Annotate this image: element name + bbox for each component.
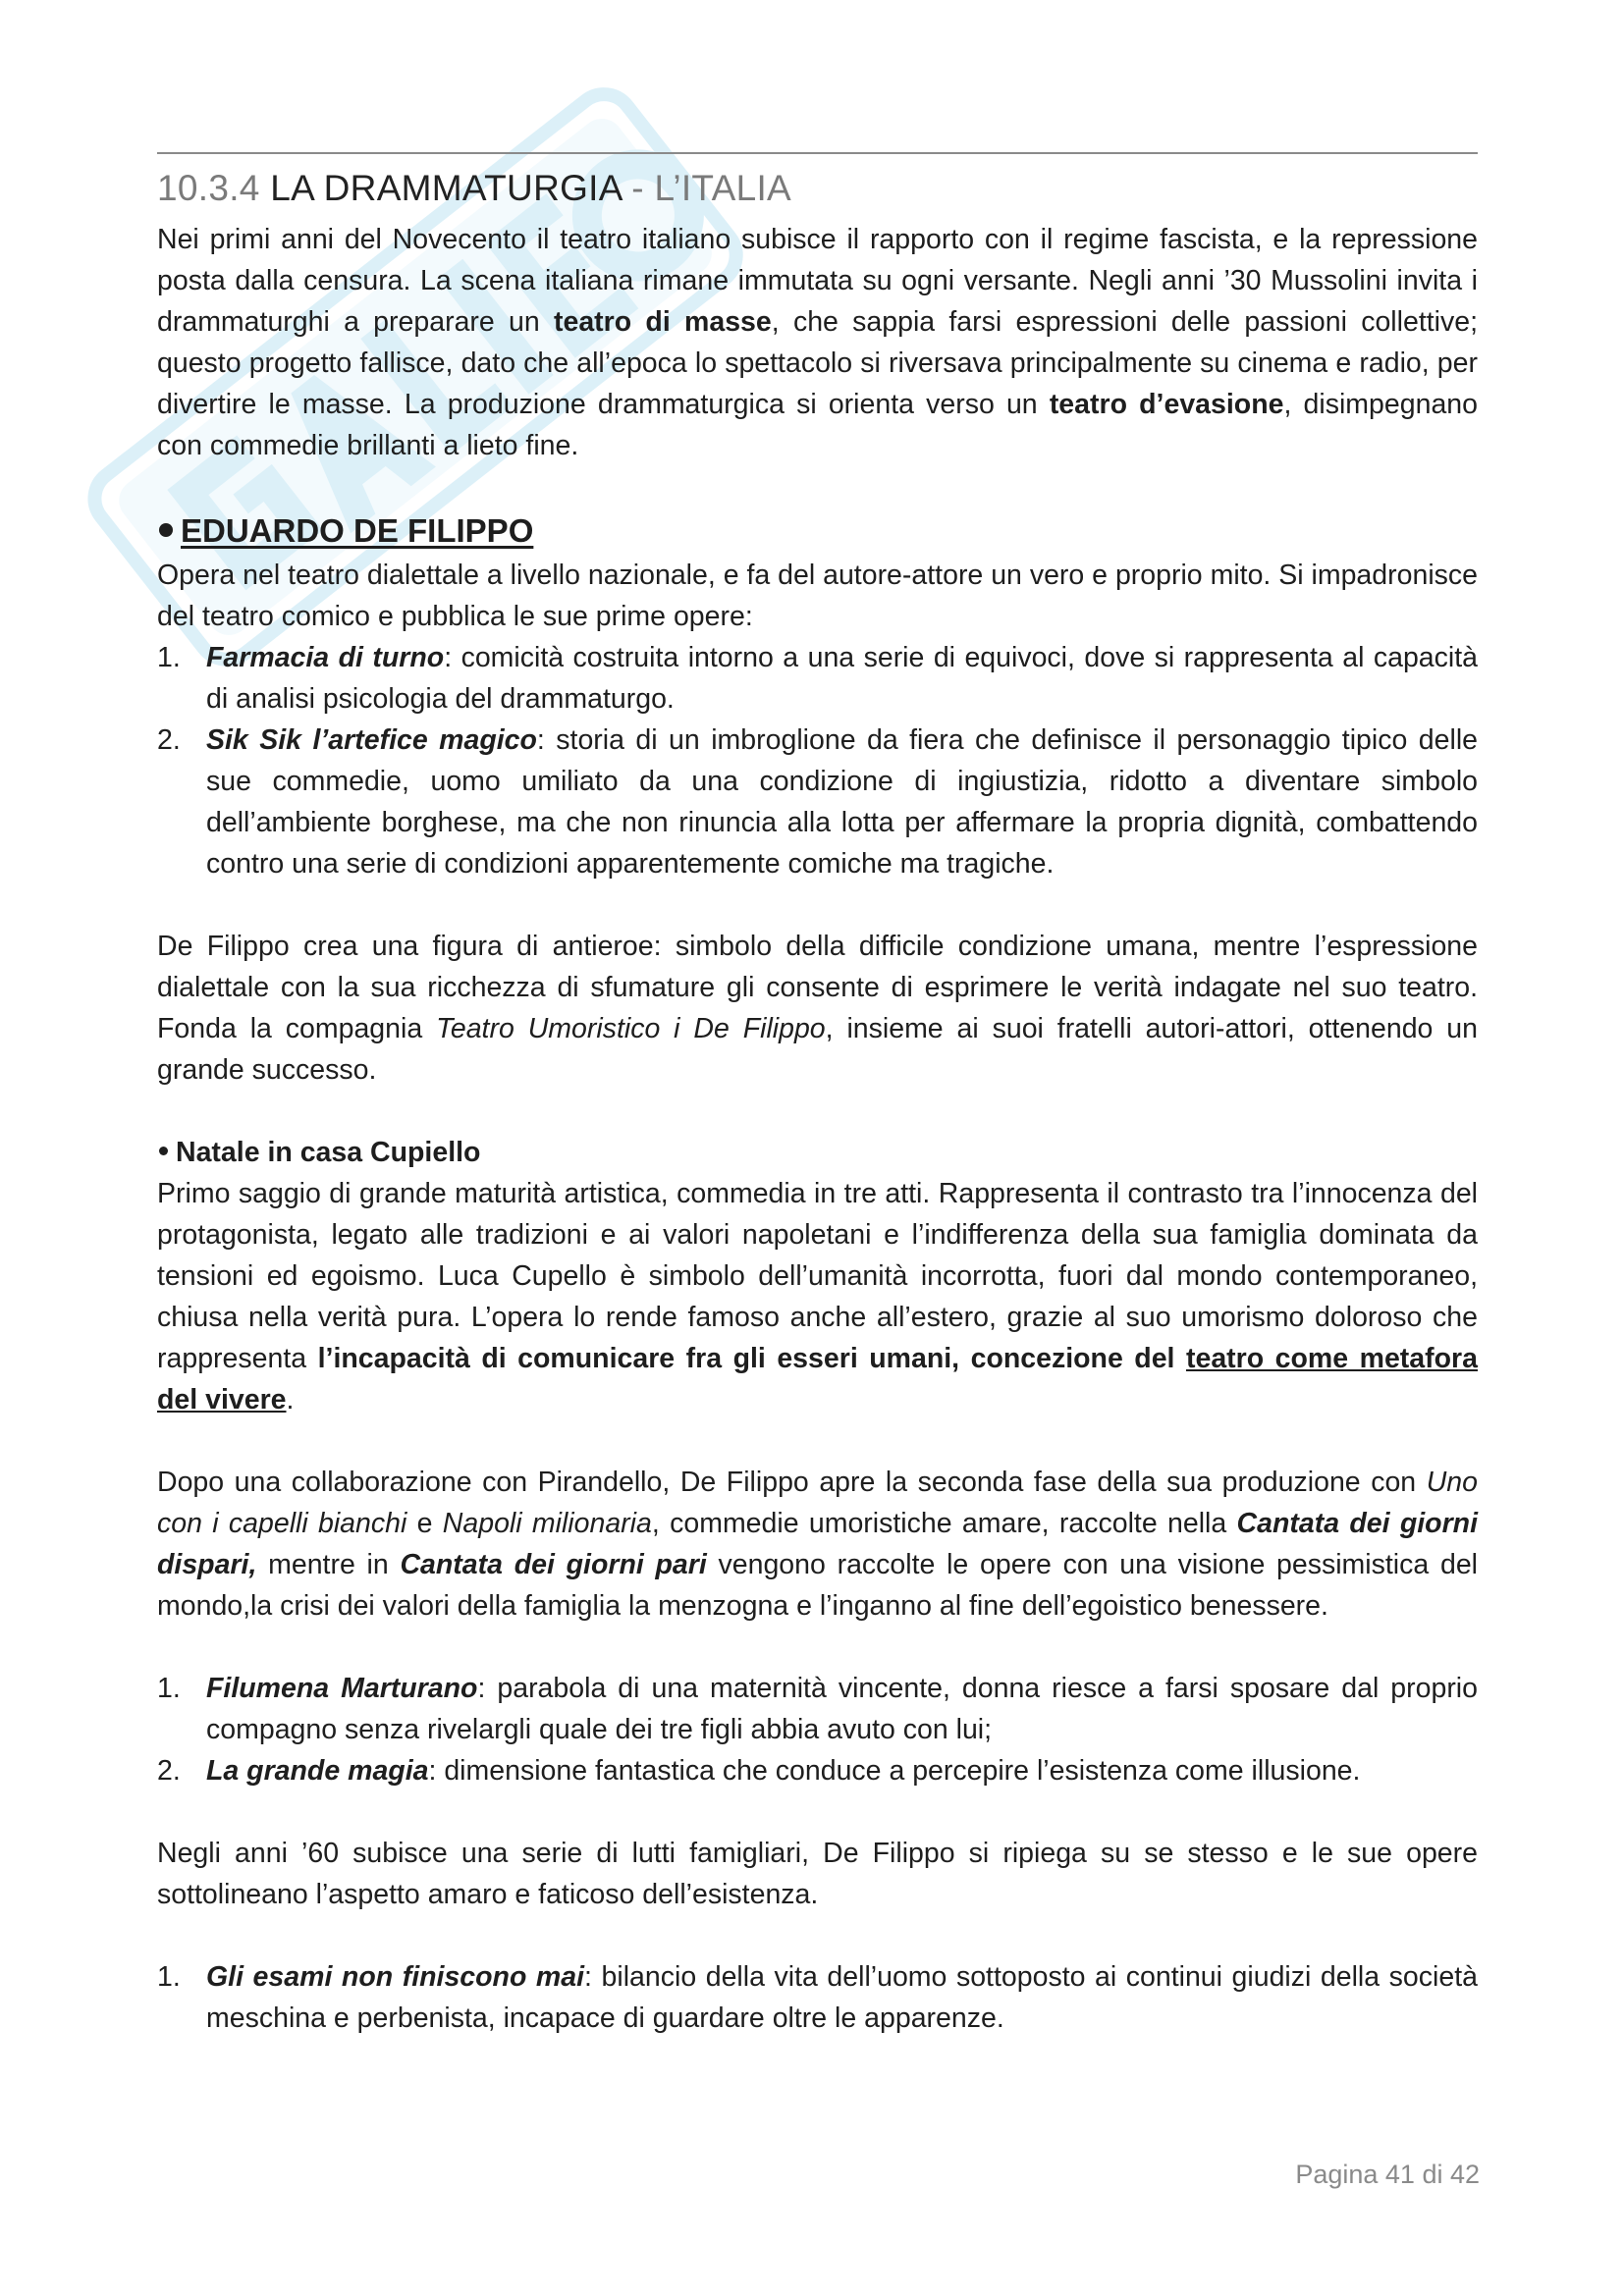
page-number: Pagina 41 di 42 (1295, 2160, 1480, 2189)
second-phase-text-5: vengono raccolte le opere con una visione pessimistica del mondo,la crisi dei valori della famiglia la menzogna e l’inganno al fine dell’egoistico benessere. (157, 1549, 1478, 1622)
work-description: : comicità costruita intorno a una serie di equivoci, dove si rappresenta al capacità di analisi psicologia del drammaturgo. (206, 642, 1478, 715)
work-title: Gli esami non finiscono mai (206, 1961, 585, 1993)
intro-text-1: Nei primi anni del Novecento il teatro italiano subisce il rapporto con il regime fascista, e la repressione posta dalla censura. La scena italiana rimane immutata su ogni versante. Negli anni ’30 Mussolini invita i drammaturghi a preparare un (157, 224, 1478, 338)
work-title: Filumena Marturano (206, 1673, 478, 1704)
work-title-uno-con-i-capelli-bianchi: Uno con i capelli bianchi (157, 1467, 1478, 1539)
work-description: : bilancio della vita dell’uomo sottoposto ai continui giudizi della società meschina e perbenista, incapace di guardare oltre le apparenze. (206, 1961, 1478, 2034)
list-item (157, 1750, 1478, 1791)
work-title: Sik Sik l’artefice magico (206, 724, 537, 756)
bullet-icon (159, 523, 173, 537)
author-name: EDUARDO DE FILIPPO (181, 512, 534, 549)
intro-bold-teatro-evasione: teatro d’evasione (1049, 389, 1284, 420)
natale-bold-1: l’incapacità di comunicare fra gli esseri umani, concezione del (317, 1343, 1186, 1374)
natale-heading (157, 1132, 1478, 1173)
work-description: : parabola di una maternità vincente, donna riesce a farsi sposare dal proprio compagno senza rivelargli quale dei tre figli abbia avuto con lui; (206, 1673, 1478, 1745)
early-works-list (157, 637, 1478, 884)
natale-paragraph (157, 1173, 1478, 1420)
list-item (157, 637, 1478, 720)
antieroe-paragraph (157, 926, 1478, 1091)
author-intro: Opera nel teatro dialettale a livello nazionale, e fa del autore-attore un vero e proprio mito. Si impadronisce del teatro comico e pubblica le sue prime opere: (157, 560, 1479, 632)
intro-text-2: , che sappia farsi espressioni delle passioni collettive; questo progetto fallisce, dato che all’epoca lo spettacolo si riversava principalmente su cinema e radio, per divertire le masse. La produzione drammaturgica si orienta verso un (157, 306, 1479, 420)
list-number: 2. (157, 724, 181, 756)
list-number: 1. (157, 642, 181, 673)
natale-bold-underlined: teatro come metafora del vivere (157, 1343, 1478, 1415)
list-item (157, 1956, 1478, 2039)
section-number: 10.3.4 (157, 168, 260, 208)
work-title: La grande magia (206, 1755, 429, 1787)
work-title-napoli-milionaria: Napoli milionaria (442, 1508, 652, 1539)
work-description: : storia di un imbroglione da fiera che definisce il personaggio tipico delle sue commedie, uomo umiliato da una condizione di ingiustizia, ridotto a diventare simbolo dell’ambiente borghese, ma che non rinuncia alla lotta per affermare la propria dignità, combattendo contro una serie di condizioni apparentemente comiche ma tragiche. (206, 724, 1478, 880)
company-name: Teatro Umoristico i De Filippo (436, 1013, 826, 1044)
section-title: LA DRAMMATURGIA (270, 168, 622, 208)
header-rule (157, 152, 1478, 154)
natale-text-1: Primo saggio di grande maturità artistica, commedia in tre atti. Rappresenta il contrasto tra l’innocenza del protagonista, legato alle tradizioni e ai valori napoletani e l’indifferenza della sua famiglia dominata da tensioni ed egoismo. Luca Cupello è simbolo dell’umanità incorrotta, fuori dal mondo contemporaneo, chiusa nella verità pura. L’opera lo rende famoso anche all’estero, grazie al suo umorismo doloroso che rappresenta (157, 1178, 1478, 1374)
list-item (157, 720, 1478, 884)
second-phase-paragraph (157, 1462, 1478, 1627)
intro-paragraph (157, 219, 1478, 466)
list-number: 2. (157, 1755, 181, 1787)
page-content (157, 152, 1478, 2039)
list-item (157, 1668, 1478, 1750)
natale-text-2: . (286, 1384, 295, 1415)
author-heading (157, 509, 1478, 553)
section-subtitle: - L’ITALIA (631, 168, 792, 208)
middle-works-list (157, 1668, 1478, 1791)
natale-title: Natale in casa Cupiello (176, 1137, 481, 1168)
collection-giorni-dispari: Cantata dei giorni dispari, (157, 1508, 1478, 1580)
second-phase-text-1: Dopo una collaborazione con Pirandello, De Filippo apre la seconda fase della sua produzione con (157, 1467, 1427, 1498)
second-phase-text-2: e (406, 1508, 443, 1539)
work-description: : dimensione fantastica che conduce a percepire l’esistenza come illusione. (428, 1755, 1361, 1787)
antieroe-text-1: De Filippo crea una figura di antieroe: simbolo della difficile condizione umana, mentre l’espressione dialettale con la sua ricchezza di sfumature gli consente di esprimere le verità indagate nel suo teatro. Fonda la compagnia (157, 931, 1478, 1044)
intro-bold-teatro-di-masse: teatro di masse (553, 306, 772, 338)
list-number: 1. (157, 1961, 181, 1993)
sixties-paragraph: Negli anni ’60 subisce una serie di lutti famigliari, De Filippo si ripiega su se stesso e le sue opere sottolineano l’aspetto amaro e faticoso dell’esistenza. (157, 1838, 1478, 1910)
intro-text-3: , disimpegnano con commedie brillanti a lieto fine. (157, 389, 1478, 461)
late-works-list (157, 1956, 1478, 2039)
second-phase-text-3: , commedie umoristiche amare, raccolte nella (651, 1508, 1237, 1539)
collection-giorni-pari: Cantata dei giorni pari (400, 1549, 707, 1580)
section-heading (157, 168, 1478, 209)
bullet-icon (159, 1147, 168, 1155)
work-title: Farmacia di turno (206, 642, 445, 673)
list-number: 1. (157, 1673, 181, 1704)
second-phase-text-4: mentre in (256, 1549, 401, 1580)
antieroe-text-2: , insieme ai suoi fratelli autori-attori, ottenendo un grande successo. (157, 1013, 1478, 1086)
